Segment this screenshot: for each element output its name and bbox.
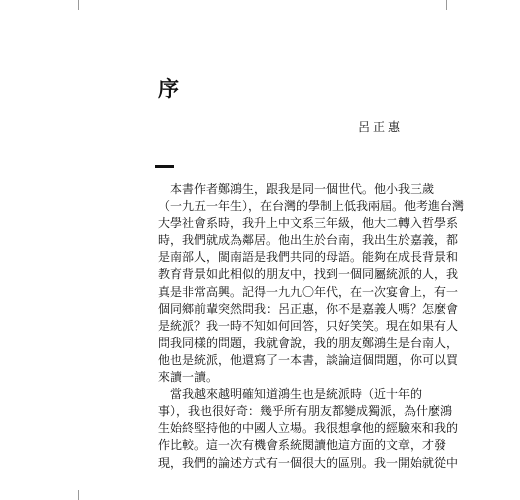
text-line: 現，我們的論述方式有一個很大的區別。我一開始就從中	[158, 455, 459, 470]
text-line: 大學社會系時，我升上中文系三年級，他大二轉入哲學系	[158, 216, 459, 231]
text-line: 作比較。這一次有機會系統閱讀他這方面的文章，才發	[158, 438, 447, 453]
text-line: 事），我也很好奇：幾乎所有朋友都變成獨派，為什麼鴻	[158, 404, 453, 419]
body-text	[158, 181, 465, 472]
author-name: 呂正惠	[358, 120, 404, 134]
text-line: （一九五一年生），在台灣的學制上低我兩屆。他考進台灣	[158, 199, 465, 214]
text-line: 他也是統派，他還寫了一本書，談論這個問題，你可以買	[158, 352, 459, 367]
page-title: 序	[158, 76, 180, 101]
text-line: 教育背景如此相似的朋友中，找到一個同屬統派的人，我	[158, 267, 459, 282]
text-line: 是統派？我一時不知如何回答，只好笑笑。現在如果有人	[158, 318, 459, 333]
text-line: 生始終堅持他的中國人立場。我很想拿他的經驗來和我的	[158, 421, 459, 436]
section-mark	[155, 165, 174, 168]
text-line: 來讀一讀。	[158, 370, 219, 385]
text-line: 問我同樣的問題，我就會說，我的朋友鄭鴻生是台南人，	[158, 335, 459, 350]
text-line: 時，我們就成為鄰居。他出生於台南，我出生於嘉義，都	[158, 233, 459, 248]
text-line: 是南部人，閩南語是我們共同的母語。能夠在成長背景和	[158, 250, 459, 265]
text-line: 真是非常高興。記得一九九〇年代，在一次宴會上，有一	[158, 284, 459, 299]
text-line: 當我越來越明確知道鴻生也是統派時（近十年的	[158, 387, 423, 402]
crop-mark-top	[446, 0, 447, 10]
text-line: 個同鄉前輩突然問我：呂正惠，你不是嘉義人嗎？怎麼會	[158, 301, 459, 316]
text-line: 本書作者鄭鴻生，跟我是同一個世代。他小我三歲	[158, 182, 435, 196]
crop-mark-bottom	[78, 490, 79, 500]
crop-mark-top	[78, 0, 79, 10]
